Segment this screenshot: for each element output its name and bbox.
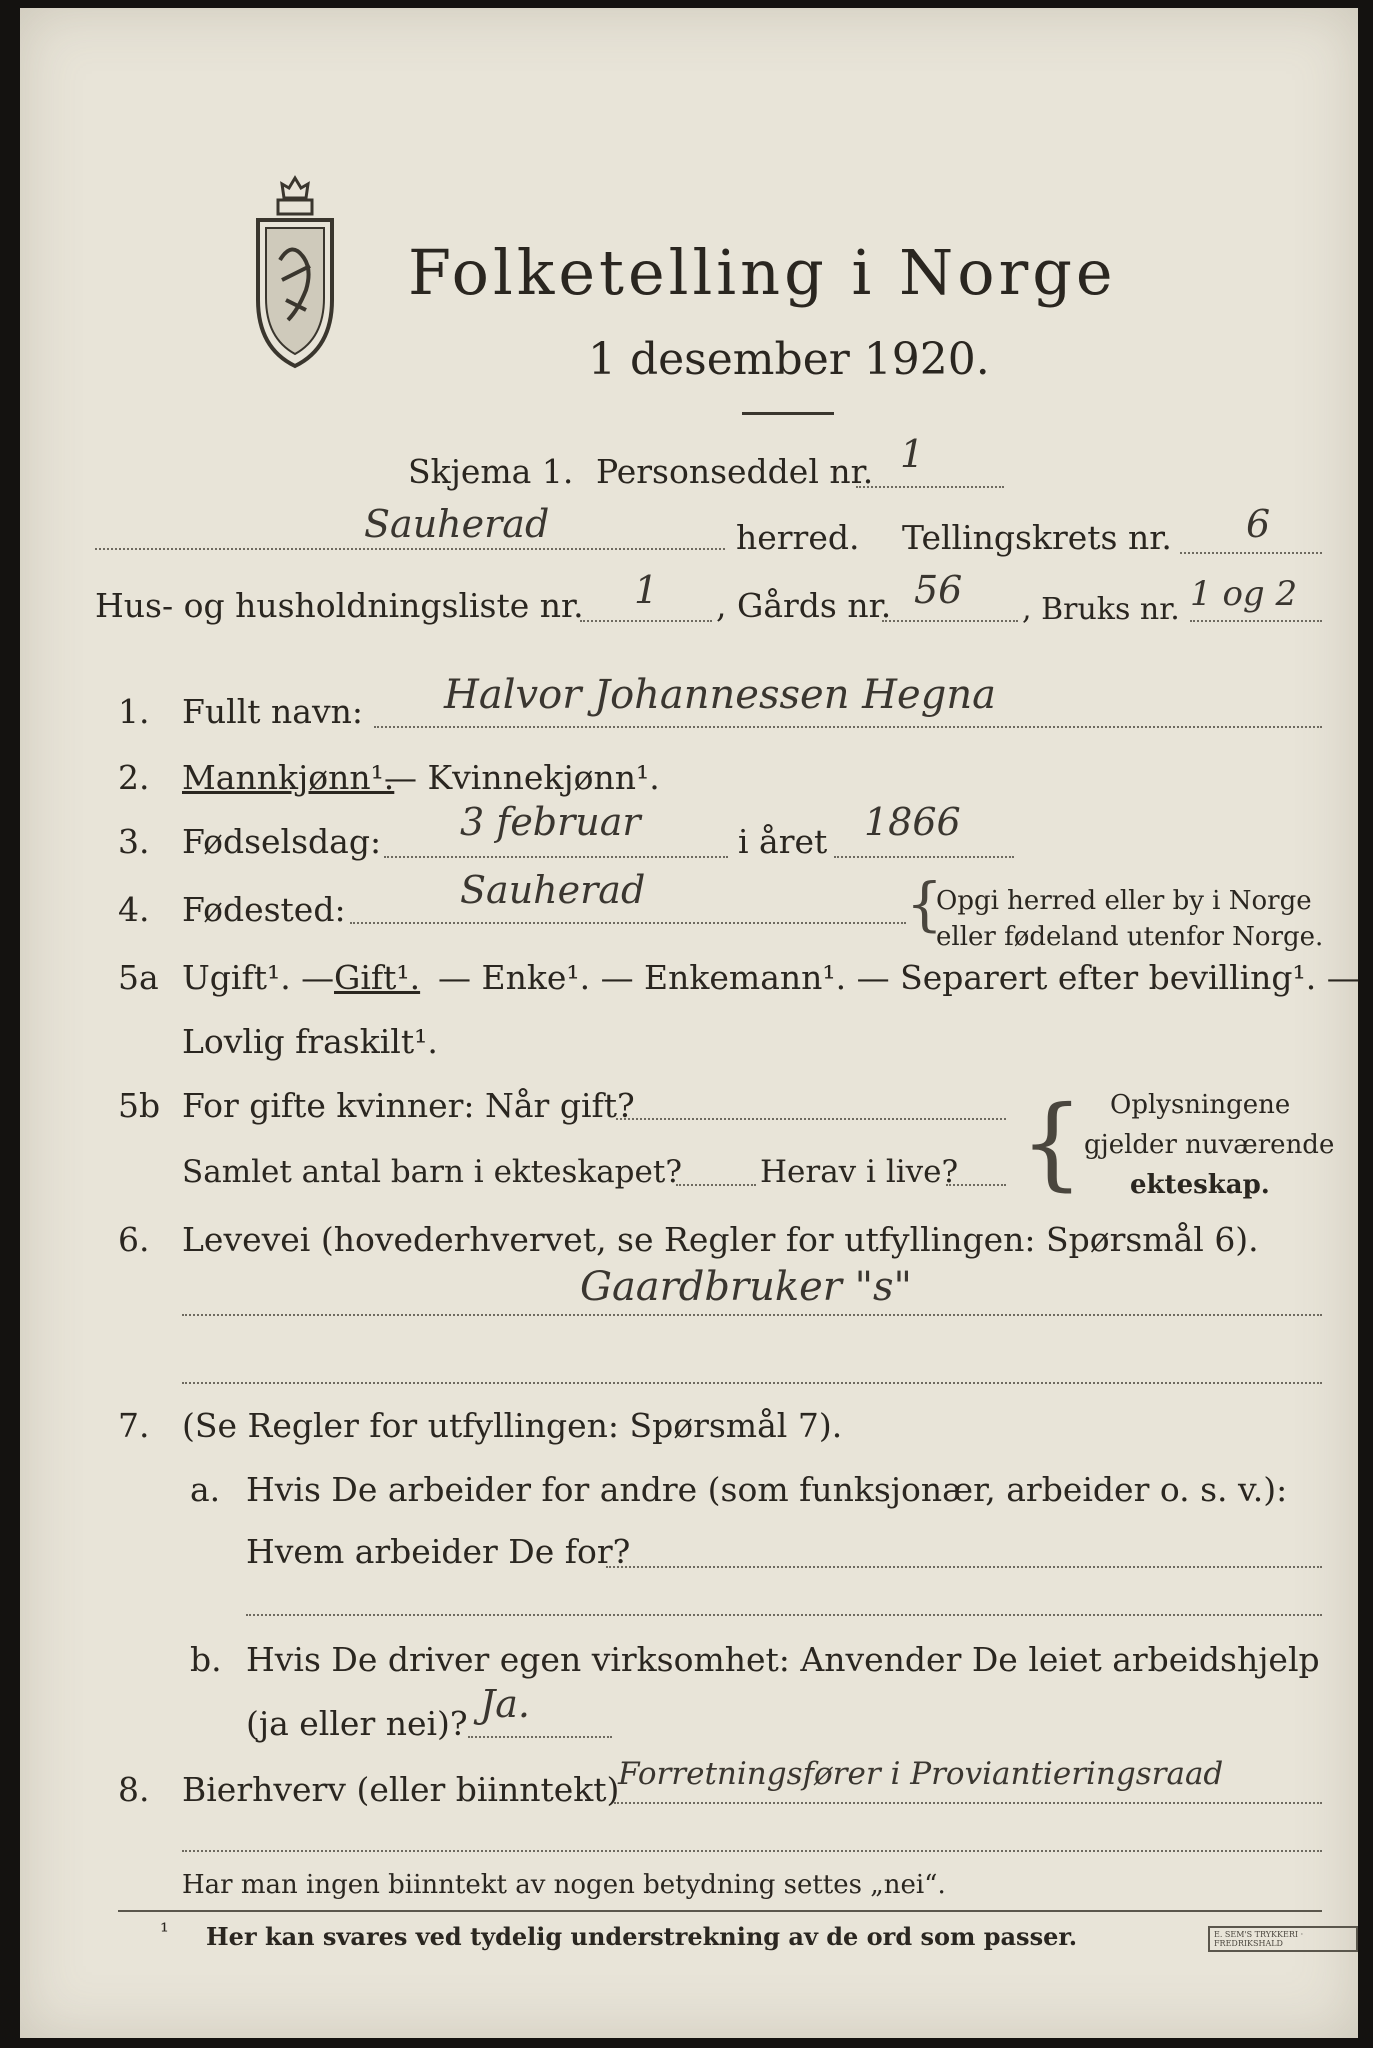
q5a-number: 5a: [118, 958, 159, 997]
q7b-label: Hvis De driver egen virksomhet: Anvender De leiet arbeidshjelp: [246, 1640, 1320, 1679]
census-date: 1 desember 1920.: [588, 334, 990, 385]
title-divider: [742, 412, 834, 415]
q8-number: 8.: [118, 1770, 150, 1809]
footnote-mark: ¹: [160, 1920, 169, 1945]
q2-number: 2.: [118, 758, 150, 797]
herred-value: Sauherad: [364, 502, 550, 546]
q4-note-1: Opgi herred eller by i Norge: [936, 886, 1312, 916]
personseddel-label: Personseddel nr.: [596, 452, 874, 491]
husliste-label: Hus- og husholdningsliste nr.: [95, 586, 584, 625]
q7b-label-2: (ja eller nei)?: [246, 1704, 468, 1743]
tellingskrets-label: Tellingskrets nr.: [902, 518, 1172, 557]
husliste-value: 1: [634, 568, 659, 612]
gards-label: , Gårds nr.: [716, 586, 892, 625]
hired-help-value: Ja.: [480, 1682, 530, 1726]
personseddel-value: 1: [900, 432, 925, 476]
q4-note-2: eller fødeland utenfor Norge.: [936, 922, 1324, 952]
q5b-note-1: Oplysningene: [1110, 1090, 1291, 1120]
q8-label: Bierhverv (eller biinntekt): [182, 1770, 620, 1809]
birthday-value: 3 februar: [460, 800, 641, 844]
bruks-value: 1 og 2: [1190, 574, 1298, 614]
year-label: i året: [738, 822, 828, 861]
q5b-alive: Herav i live?: [760, 1154, 959, 1190]
q4-number: 4.: [118, 890, 150, 929]
q1-label: Fullt navn:: [182, 692, 363, 731]
q3-label: Fødselsdag:: [182, 822, 382, 861]
footer-divider: [118, 1910, 1322, 1912]
q3-number: 3.: [118, 822, 150, 861]
status-rest: — Enke¹. — Enkemann¹. — Separert efter bevilling¹. —: [438, 958, 1360, 997]
q7a-employer-label: Hvem arbeider De for?: [246, 1532, 631, 1571]
q4-brace: {: [906, 870, 943, 938]
birth-year-value: 1866: [864, 800, 961, 844]
q7-number: 7.: [118, 1406, 150, 1445]
q5b-when-married: For gifte kvinner: Når gift?: [182, 1086, 635, 1125]
status-fraskilt: Lovlig fraskilt¹.: [182, 1022, 438, 1061]
occupation-value: Gaardbruker "s": [580, 1264, 912, 1310]
q6-number: 6.: [118, 1220, 150, 1259]
q7a-label: Hvis De arbeider for andre (som funksjonær, arbeider o. s. v.):: [246, 1470, 1288, 1509]
footnote: Her kan svares ved tydelig understrekning av de ord som passer.: [206, 1922, 1078, 1951]
bruks-label: , Bruks nr.: [1022, 592, 1180, 627]
herred-label: herred.: [736, 518, 860, 557]
schema-label: Skjema 1.: [408, 452, 574, 491]
side-occupation-value: Forretningsfører i Proviantieringsraad: [618, 1756, 1224, 1792]
q5b-children: Samlet antal barn i ekteskapet?: [182, 1154, 682, 1190]
tellingskrets-value: 6: [1246, 502, 1271, 546]
form-title: Folketelling i Norge: [408, 236, 1117, 309]
gender-male: Mannkjønn¹.: [182, 758, 395, 797]
q7-label: (Se Regler for utfyllingen: Spørsmål 7).: [182, 1406, 843, 1445]
q1-number: 1.: [118, 692, 150, 731]
status-gift: Gift¹.: [334, 958, 421, 997]
norway-coat-of-arms-icon: [252, 170, 338, 370]
q5b-note-2: gjelder nuværende: [1084, 1130, 1335, 1160]
q5b-number: 5b: [118, 1086, 161, 1125]
q6-label: Levevei (hovederhvervet, se Regler for utfyllingen: Spørsmål 6).: [182, 1220, 1259, 1259]
q7a-number: a.: [190, 1470, 221, 1509]
q5b-brace: {: [1020, 1084, 1084, 1201]
footer-note: Har man ingen biinntekt av nogen betydning settes „nei“.: [182, 1870, 946, 1900]
printer-stamp: E. SEM'S TRYKKERI · FREDRIKSHALD: [1208, 1926, 1358, 1952]
q7b-number: b.: [190, 1640, 222, 1679]
birthplace-value: Sauherad: [460, 868, 646, 912]
census-form: [20, 8, 1358, 2038]
q4-label: Fødested:: [182, 890, 346, 929]
gards-value: 56: [914, 568, 963, 612]
status-ugift: Ugift¹. —: [182, 958, 335, 997]
gender-female: — Kvinnekjønn¹.: [384, 758, 660, 797]
full-name-value: Halvor Johannessen Hegna: [444, 672, 996, 718]
q5b-note-3: ekteskap.: [1130, 1170, 1270, 1200]
